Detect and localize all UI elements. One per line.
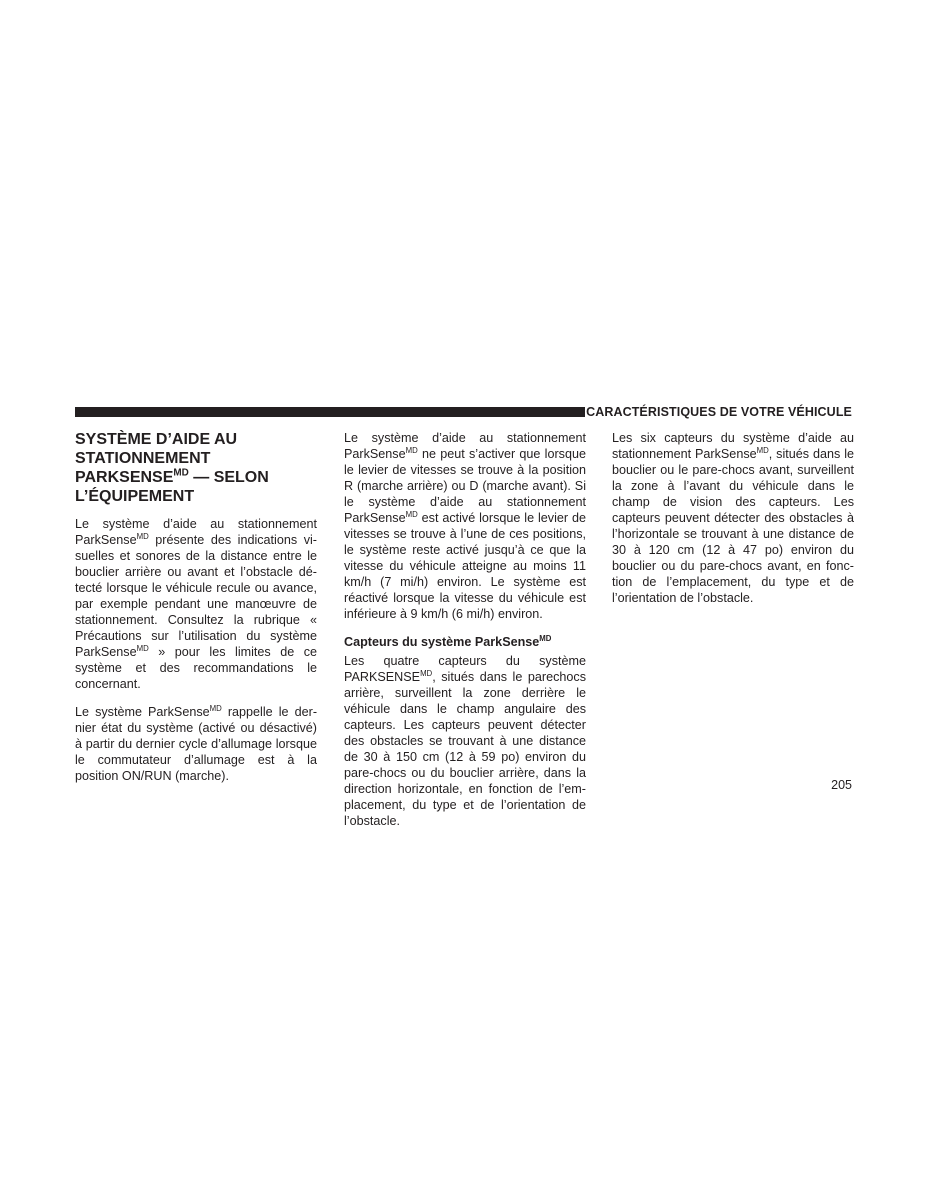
- paragraph-text: , situés dans le bouclier ou le pare-chocs avant, surveillent la zone à l’avant du véhicule dans le champ de vision des capteurs. Les capteurs peuvent détecter des obstacles à l’horizontale se trouvant à une distance de 30 à 120 cm (12 à 47 po) environ du bouclier ou du pare-chocs avant, en fonction de l’emplacement, du type et de l’orientation de l’obstacle.: [612, 447, 854, 605]
- paragraph-text: est activé lorsque le levier de vitesses se trouve à l’une de ces positions, le système reste activé jusqu’à ce que la vitesse du véhicule atteigne au moins 11 km/h (7 mi/h) environ. Le système est réactivé lorsque la vitesse du véhicule est inférieure à 9 km/h (6 mi/h) environ.: [344, 511, 586, 621]
- subheading-sensors: [344, 634, 586, 650]
- paragraph-text: , situés dans le parechocs arrière, surveillent la zone derrière le véhicule dans le champ angulaire des capteurs. Les capteurs peuvent détecter des obstacles se trouvant à une distance de 30 à 150 cm (12 à 59 po) environ du pare-chocs ou du bouclier arrière, dans la direction horizontale, en fonction de l’emplacement, du type et de l’orientation de l’obstacle.: [344, 670, 586, 828]
- paragraph-text: Les six capteurs du système d’aide au stationnement ParkSense: [612, 431, 854, 461]
- column-1: [75, 430, 317, 796]
- chapter-title: CARACTÉRISTIQUES DE VOTRE VÉHICULE: [586, 405, 852, 419]
- paragraph-text: Le système d’aide au stationnement ParkSense: [344, 431, 586, 461]
- paragraph-text: » pour les limites de ce système et des recommandations le concernant.: [75, 645, 317, 691]
- paragraph-activation: [344, 430, 586, 622]
- section-title-line1: SYSTÈME D’AIDE AU: [75, 431, 238, 448]
- page-number: 205: [831, 778, 852, 792]
- trademark-sup: MD: [173, 467, 189, 479]
- trademark-sup: MD: [405, 509, 418, 519]
- paragraph-intro: [75, 516, 317, 692]
- trademark-sup: MD: [136, 643, 149, 653]
- trademark-sup: MD: [420, 668, 433, 678]
- paragraph-text: présente des indications visuelles et sonores de la distance entre le bouclier arrière ou avant et l’obstacle détecté lorsque le véhicule recule ou avance, par exemple pendant une manœuvre de stationnement. Consultez la rubrique « Précautions sur l’utilisation du système ParkSense: [75, 533, 317, 659]
- subheading-text: Capteurs du système ParkSense: [344, 635, 540, 649]
- section-title-line2: STATIONNEMENT: [75, 450, 211, 467]
- paragraph-rear-sensors: [344, 653, 586, 829]
- section-title: [75, 430, 317, 506]
- section-title-line4: L’ÉQUIPEMENT: [75, 488, 195, 505]
- trademark-sup: MD: [136, 531, 149, 541]
- trademark-sup: MD: [756, 445, 769, 455]
- section-title-line3-prefix: PARKSENSE: [75, 469, 174, 486]
- paragraph-text: rappelle le dernier état du système (activé ou désactivé) à partir du dernier cycle d’allumage lorsque le commutateur d’allumage est à la position ON/RUN (marche).: [75, 705, 318, 783]
- paragraph-text: Les quatre capteurs du système PARKSENSE: [344, 654, 586, 684]
- paragraph-text: Le système ParkSense: [75, 705, 210, 719]
- chapter-header-bar: [75, 407, 585, 417]
- section-title-line3-suffix: — SELON: [188, 469, 269, 486]
- paragraph-memory: [75, 704, 317, 784]
- trademark-sup: MD: [405, 445, 418, 455]
- trademark-sup: MD: [209, 703, 222, 713]
- paragraph-text: ne peut s’activer que lorsque le levier de vitesses se trouve à la position R (marche arrière) ou D (marche avant). Si le système d’aide au stationnement ParkSense: [344, 447, 586, 525]
- trademark-sup: MD: [539, 633, 552, 643]
- column-2: [344, 430, 586, 841]
- column-3: [612, 430, 854, 618]
- paragraph-text: Le système d’aide au stationnement ParkSense: [75, 517, 317, 547]
- paragraph-front-sensors: [612, 430, 854, 606]
